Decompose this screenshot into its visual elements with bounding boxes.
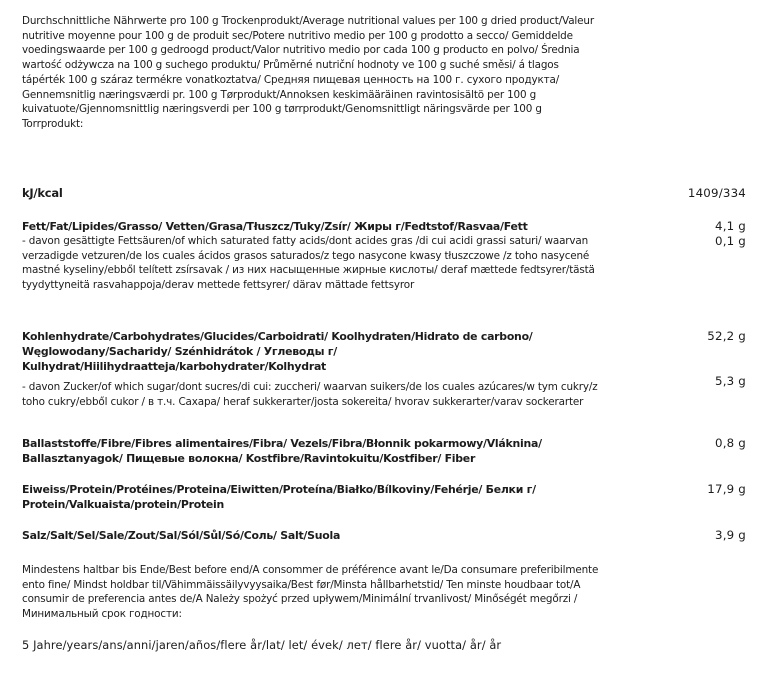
- carbohydrate-value: 52,2 g: [707, 329, 746, 343]
- sugar-value: 5,3 g: [715, 374, 746, 388]
- sugar-label: - davon Zucker/of which sugar/dont sucres/di cui: zuccheri/ waarvan suikers/de los cuales azúcares/w tym cukry/z toho cukry/ebből cukor / в т.ч. Сахара/ heraf sukkerarter/josta sokereita/ hvorav sukkerarter/varav sockerarter: [22, 381, 598, 408]
- fibre-label: Ballaststoffe/Fibre/Fibres alimentaires/Fibra/ Vezels/Fibra/Błonnik pokarmowy/Vláknina/ Ballasztanyagok/ Пищевые волокна/ Kostfibre/Ravintokuitu/Kostfiber/ Fiber: [22, 437, 542, 465]
- protein-label: Eiweiss/Protein/Protéines/Proteina/Eiwitten/Proteína/Białko/Bílkoviny/Fehérje/ Белки г/ Protein/Valkuaista/protein/Protein: [22, 483, 536, 511]
- protein-value: 17,9 g: [707, 482, 746, 496]
- fat-label: Fett/Fat/Lipides/Grasso/ Vetten/Grasa/Tłuszcz/Tuky/Zsír/ Жиры г/Fedtstof/Rasvaa/Fett: [22, 220, 528, 233]
- energy-row: [22, 186, 746, 201]
- fibre-row: [22, 436, 746, 466]
- intro-text: Durchschnittliche Nährwerte pro 100 g Trockenprodukt/Average nutritional values per 100 g dried product/Valeur nutritive moyenne pour 100 g de produit sec/Potere nutritivo medio per 100 g prodotto a secco/ Gemiddelde voedingswaarde per 100 g gedroogd product/Valor nutritivo medio por cada 100 g producto en polvo/ Średnia wartość odżywcza na 100 g suchego produktu/ Průměrné nutriční hodnoty ve 100 g suché směsi/ á tlagos tápérték 100 g száraz termékre vonatkoztatva/ Средняя пищевая ценность на 100 г. сухого продукта/ Gennemsnitlig næringsværdi pr. 100 g Tørprodukt/Annoksen keskimääräinen ravintosisältö per 100 g kuivatuote/Gjennomsnittlig næringsverdi per 100 g tørrprodukt/Genomsnittligt näringsvärde per 100 g Torrprodukt:: [22, 15, 594, 130]
- energy-label: kJ/kcal: [22, 186, 63, 200]
- protein-row: [22, 482, 746, 512]
- saturated-fat-label: - davon gesättigte Fettsäuren/of which saturated fatty acids/dont acides gras /di cui acidi grassi saturi/ waarvan verzadigde vetzuren/de los cuales ácidos grasos saturados/z tego nasycone kwasy tłuszczowe /z toho nasycené mastné kyseliny/ebből telített zsírsavak / из них насыщенные жирные кислоты/ deraf mættede fedtsyrer/tästä tyydyttyneitä rasvahappoja/derav mettede fettsyrer/ därav mättade fettsyror: [22, 235, 595, 291]
- nutrition-label: [22, 14, 746, 652]
- shelf-life-text: 5 Jahre/years/ans/anni/jaren/años/flere år/lat/ let/ évek/ лет/ flere år/ vuotta/ år/ år: [22, 638, 502, 652]
- saturated-fat-value: 0,1 g: [715, 234, 746, 248]
- carbohydrate-row: [22, 329, 746, 409]
- salt-label: Salz/Salt/Sel/Sale/Zout/Sal/Sól/Sůl/Só/Соль/ Salt/Suola: [22, 529, 341, 542]
- salt-row: [22, 528, 746, 543]
- salt-value: 3,9 g: [715, 528, 746, 542]
- fibre-value: 0,8 g: [715, 436, 746, 450]
- fat-value: 4,1 g: [715, 219, 746, 233]
- carbohydrate-label: Kohlenhydrate/Carbohydrates/Glucides/Carboidrati/ Koolhydraten/Hidrato de carbono/ Węglowodany/Sacharidy/ Szénhidrátok / Углеводы г/ Kulhydrat/Hiilihydraatteja/karbohydrater/Kolhydrat: [22, 330, 533, 373]
- energy-value: 1409/334: [687, 186, 746, 200]
- fat-row: [22, 219, 746, 292]
- best-before-text: Mindestens haltbar bis Ende/Best before end/A consommer de préférence avant le/Da consumare preferibilmente ento fine/ Mindst holdbar til/Vähimmäissäilyvyysaika/Best før/Minsta hållbarhetstid/ Ten minste houdbaar tot/A consumir de preferencia antes de/A Należy spożyć przed upływem/Minimální trvanlivost/ Minőségét megőrzi / Минимальный срок годности:: [22, 564, 599, 620]
